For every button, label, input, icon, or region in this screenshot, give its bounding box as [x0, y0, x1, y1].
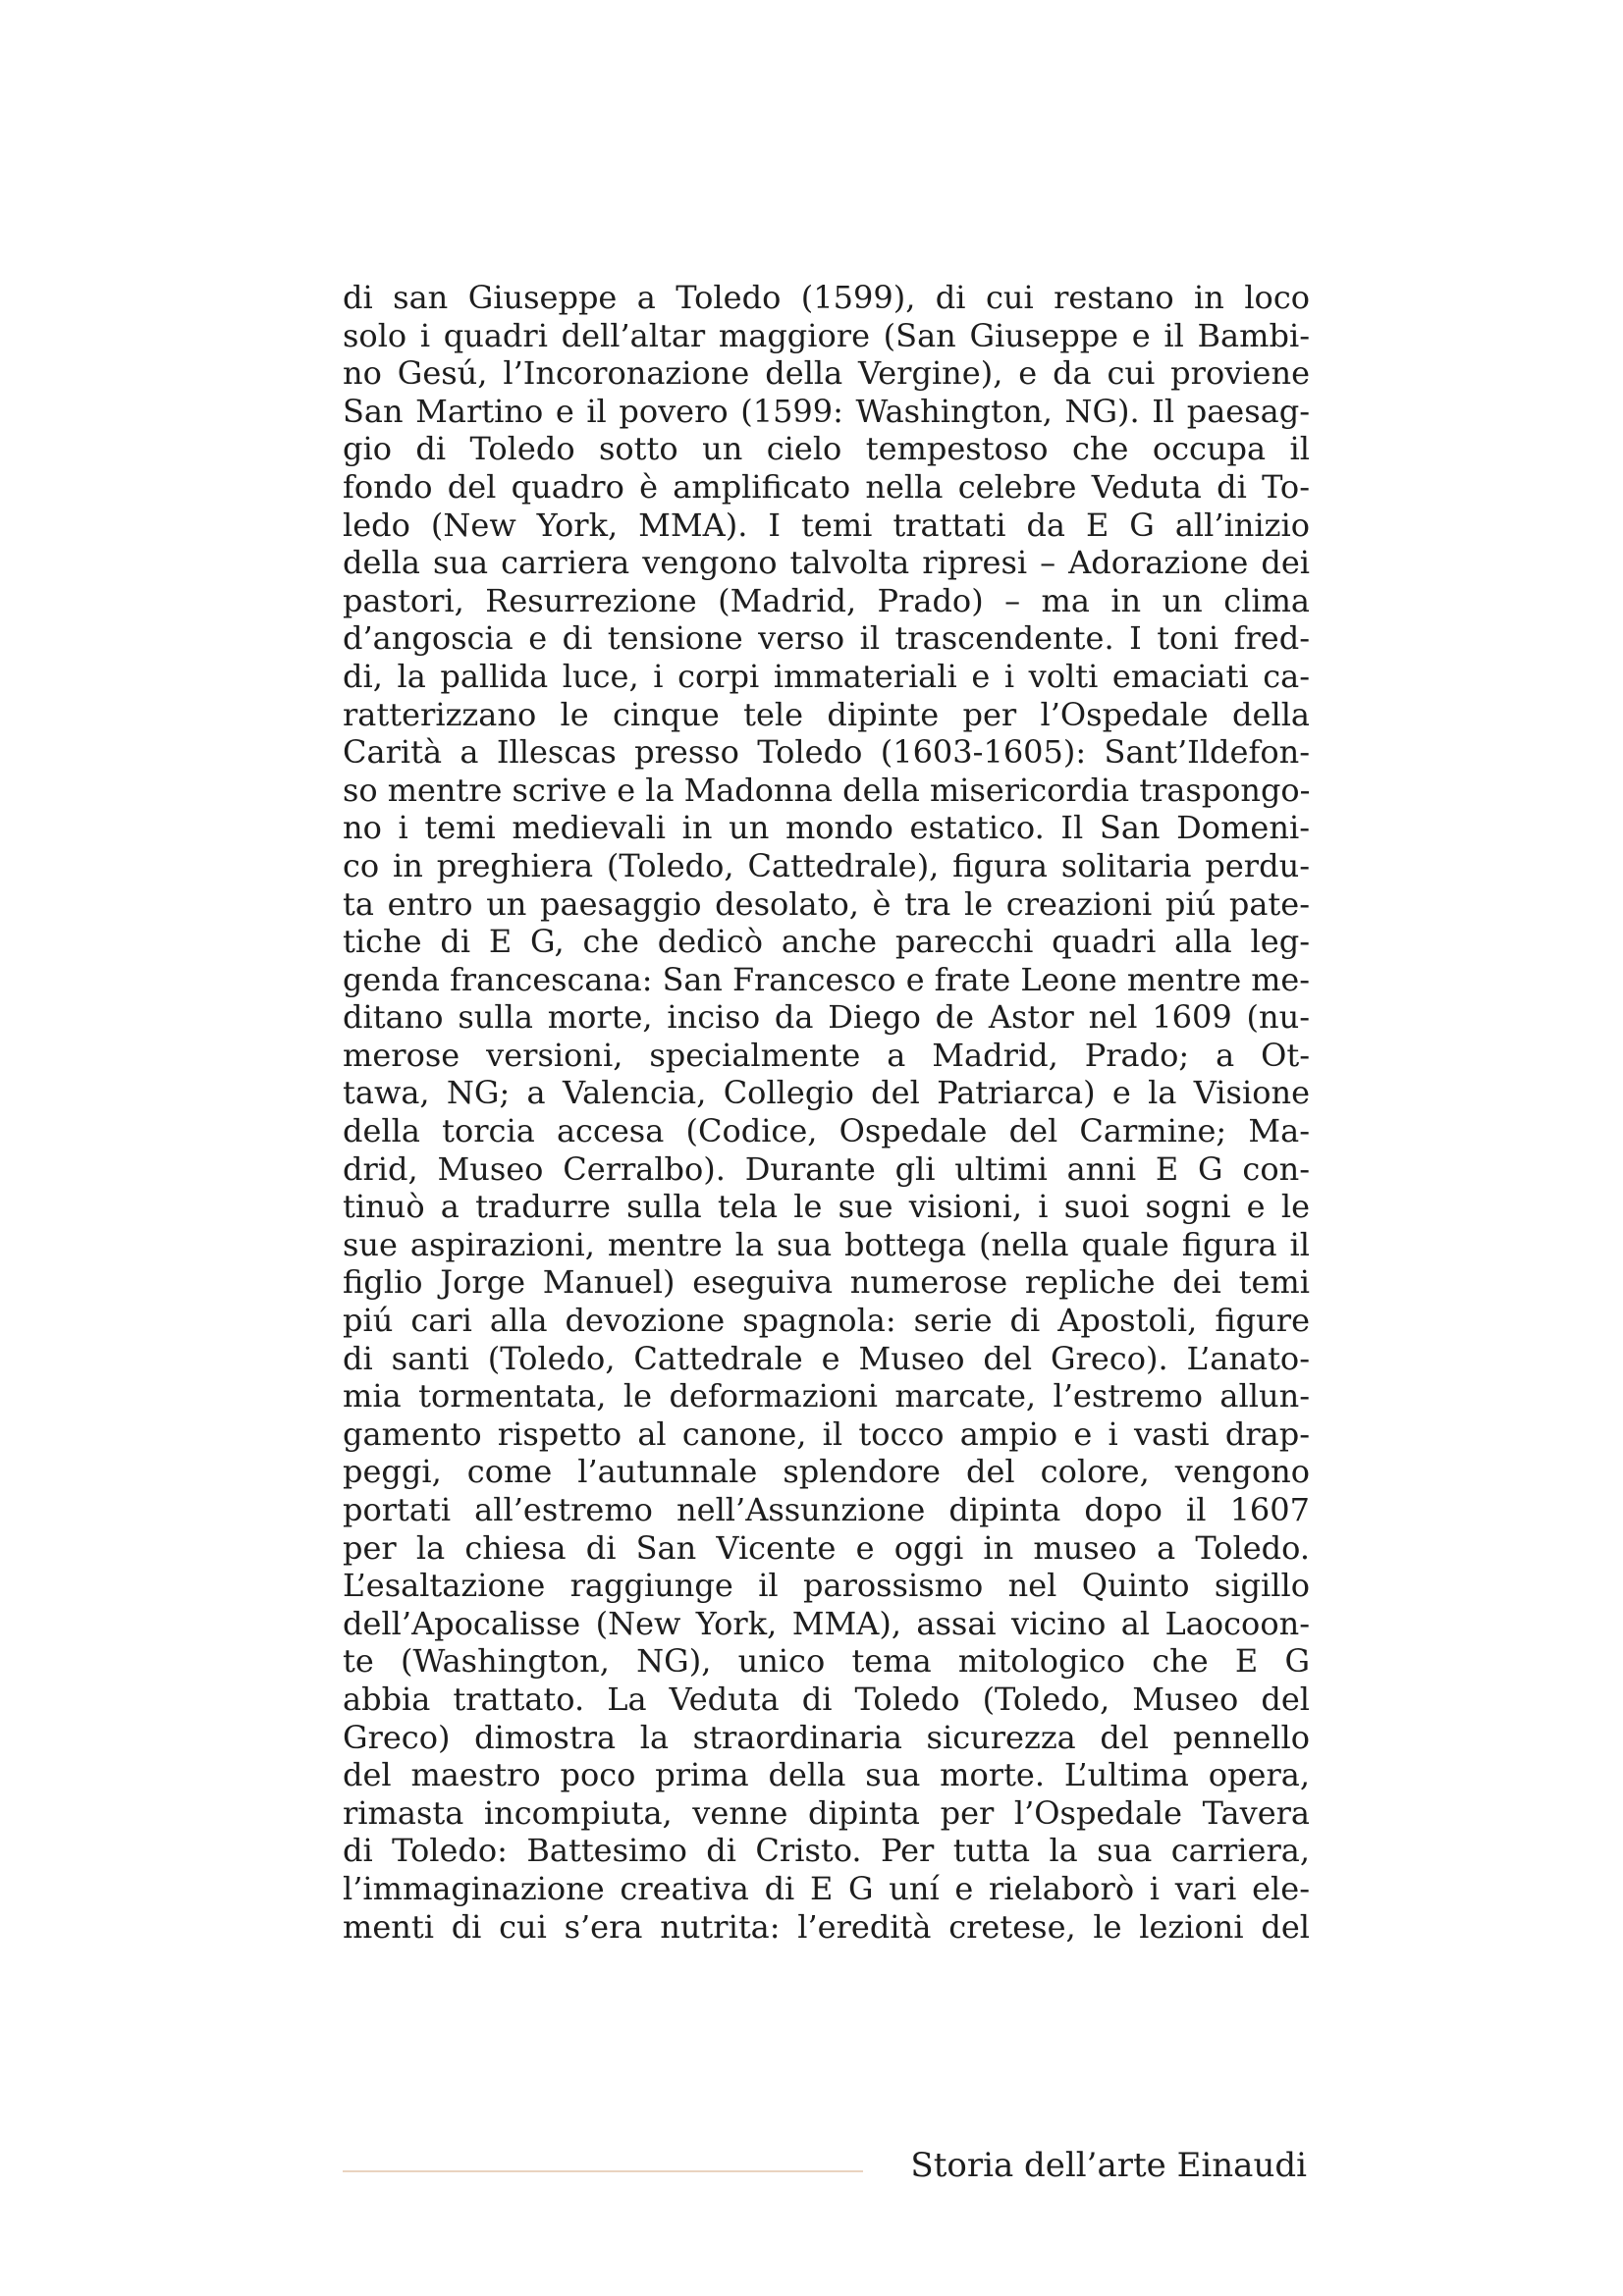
text-line: d’angoscia e di tensione verso il trascendente. I toni fred- [343, 619, 1310, 658]
text-line: no Gesú, l’Incoronazione della Vergine), e da cui proviene [343, 354, 1310, 393]
text-line: peggi, come l’autunnale splendore del colore, vengono [343, 1453, 1310, 1491]
text-line: del maestro poco prima della sua morte. L’ultima opera, [343, 1756, 1310, 1794]
text-line: rimasta incompiuta, venne dipinta per l’Ospedale Tavera [343, 1793, 1310, 1832]
text-line: per la chiesa di San Vicente e oggi in museo a Toledo. [343, 1528, 1310, 1567]
text-line: tiche di E G, che dedicò anche parecchi quadri alla leg- [343, 923, 1310, 961]
text-line: co in preghiera (Toledo, Cattedrale), figura solitaria perdu- [343, 846, 1310, 884]
text-line: figlio Jorge Manuel) eseguiva numerose repliche dei temi [343, 1263, 1310, 1302]
text-line: no i temi medievali in un mondo estatico. Il San Domeni- [343, 809, 1310, 847]
text-line: tinuò a tradurre sulla tela le sue visioni, i suoi sogni e le [343, 1188, 1310, 1226]
text-line: ta entro un paesaggio desolato, è tra le creazioni piú pate- [343, 884, 1310, 923]
text-line: tawa, NG; a Valencia, Collegio del Patriarca) e la Visione [343, 1074, 1310, 1112]
text-line: ledo (New York, MMA). I temi trattati da E G all’inizio [343, 506, 1310, 544]
text-line: ratterizzano le cinque tele dipinte per l’Ospedale della [343, 695, 1310, 733]
text-line: L’esaltazione raggiunge il parossismo nel Quinto sigillo [343, 1567, 1310, 1605]
text-line: sue aspirazioni, mentre la sua bottega (nella quale figura il [343, 1225, 1310, 1263]
text-line: l’immaginazione creativa di E G uní e rielaborò i vari ele- [343, 1869, 1310, 1907]
text-line: abbia trattato. La Veduta di Toledo (Toledo, Museo del [343, 1680, 1310, 1718]
text-line: Greco) dimostra la straordinaria sicurezza del pennello [343, 1718, 1310, 1756]
footer-title: Storia dell’arte Einaudi [910, 2146, 1307, 2185]
text-line: drid, Museo Cerralbo). Durante gli ultimi anni E G con- [343, 1149, 1310, 1188]
text-line: menti di cui s’era nutrita: l’eredità cretese, le lezioni del [343, 1907, 1310, 1946]
text-line: mia tormentata, le deformazioni marcate, l’estremo allun- [343, 1377, 1310, 1415]
text-line: gamento rispetto al canone, il tocco ampio e i vasti drap- [343, 1415, 1310, 1453]
text-line: pastori, Resurrezione (Madrid, Prado) – ma in un clima [343, 581, 1310, 619]
text-line: portati all’estremo nell’Assunzione dipinta dopo il 1607 [343, 1491, 1310, 1528]
body-text [343, 279, 1310, 1946]
footer-rule [343, 2170, 863, 2172]
text-line: della torcia accesa (Codice, Ospedale del Carmine; Ma- [343, 1112, 1310, 1150]
text-line: gio di Toledo sotto un cielo tempestoso che occupa il [343, 430, 1310, 468]
text-line: fondo del quadro è amplificato nella celebre Veduta di To- [343, 467, 1310, 506]
text-line: di santi (Toledo, Cattedrale e Museo del Greco). L’anato- [343, 1339, 1310, 1377]
text-line: solo i quadri dell’altar maggiore (San Giuseppe e il Bambi- [343, 316, 1310, 354]
text-line: della sua carriera vengono talvolta ripresi – Adorazione dei [343, 544, 1310, 582]
text-line: merose versioni, specialmente a Madrid, Prado; a Ot- [343, 1036, 1310, 1074]
text-line: ditano sulla morte, inciso da Diego de Astor nel 1609 (nu- [343, 998, 1310, 1037]
text-line: di san Giuseppe a Toledo (1599), di cui restano in loco [343, 279, 1310, 316]
text-line: di, la pallida luce, i corpi immateriali e i volti emaciati ca- [343, 657, 1310, 695]
text-line: so mentre scrive e la Madonna della misericordia traspongo- [343, 771, 1311, 809]
text-line: San Martino e il povero (1599: Washington, NG). Il paesag- [343, 392, 1310, 430]
text-line: genda francescana: San Francesco e frate Leone mentre me- [343, 960, 1310, 998]
text-line: te (Washington, NG), unico tema mitologico che E G [343, 1642, 1310, 1681]
text-line: Carità a Illescas presso Toledo (1603-1605): Sant’Ildefon- [343, 733, 1310, 772]
text-line: di Toledo: Battesimo di Cristo. Per tutta la sua carriera, [343, 1832, 1310, 1870]
text-line: piú cari alla devozione spagnola: serie di Apostoli, figure [343, 1302, 1310, 1340]
text-line: dell’Apocalisse (New York, MMA), assai vicino al Laocoon- [343, 1604, 1310, 1642]
